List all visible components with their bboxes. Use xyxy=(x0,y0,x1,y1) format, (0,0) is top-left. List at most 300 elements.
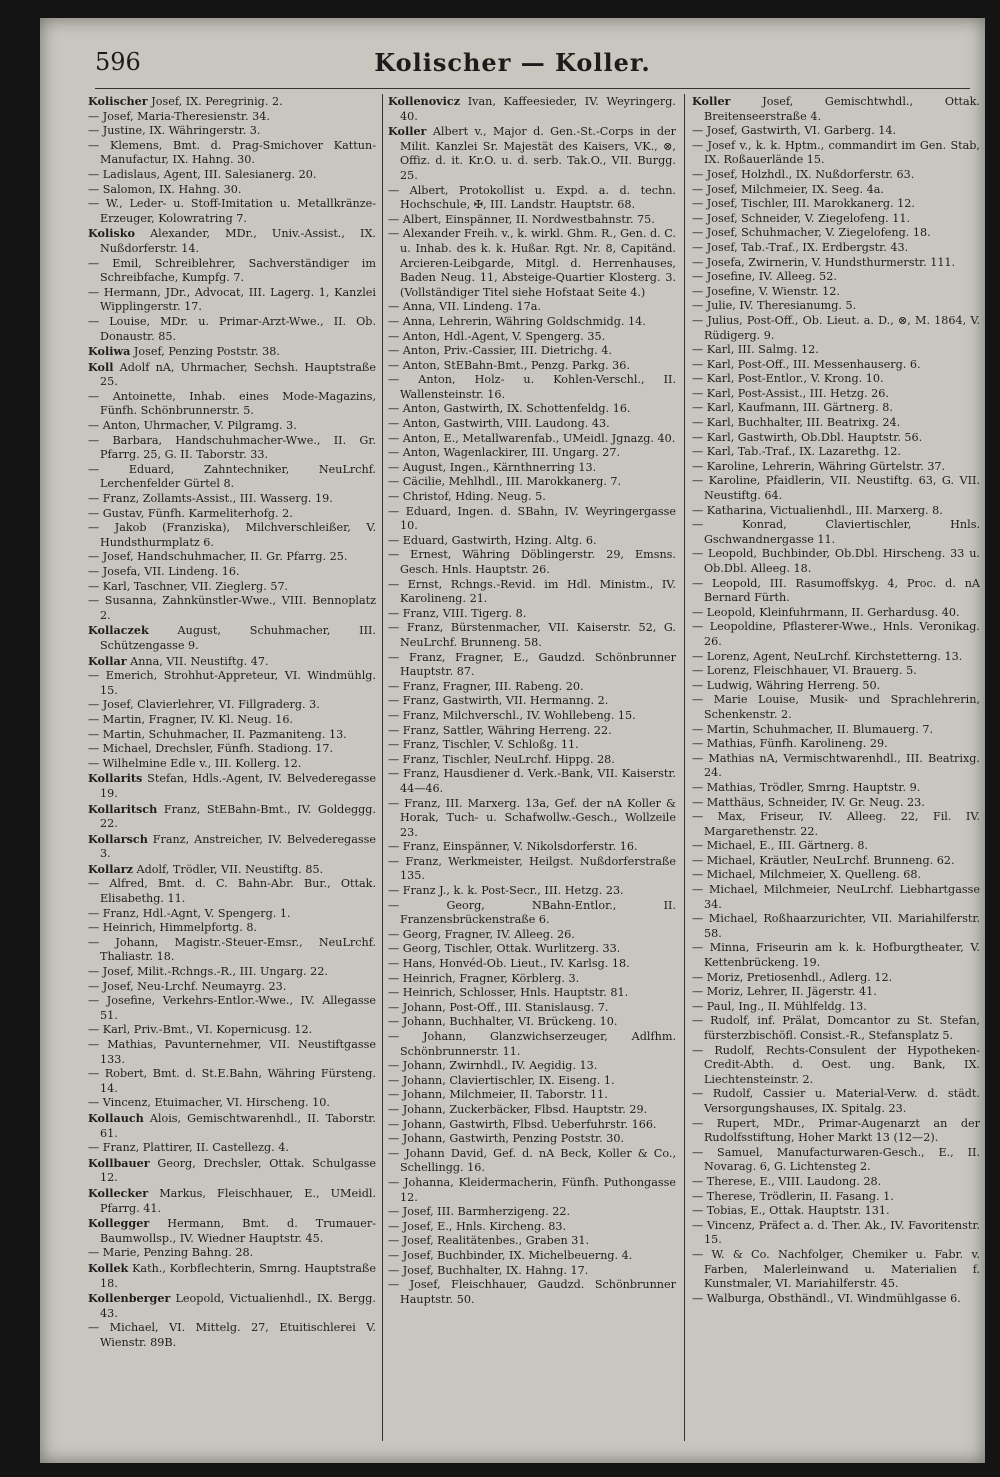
entry-text: — Johann, Claviertischler, IX. Eiseng. 1. xyxy=(388,1073,615,1087)
directory-entry xyxy=(692,299,980,314)
entry-text: Ivan, Kaffeesieder, IV. Weyringerg. 40. xyxy=(400,95,676,123)
entry-text: — Anna, VII. Lindeng. 17a. xyxy=(388,300,541,314)
entry-surname: Kollarz xyxy=(88,861,133,876)
entry-text: — Christof, Hding. Neug. 5. xyxy=(388,490,546,504)
directory-entry xyxy=(88,139,376,168)
entry-surname: Kolischer xyxy=(88,94,148,108)
directory-entry xyxy=(88,936,376,965)
directory-entry xyxy=(692,226,980,241)
directory-entry xyxy=(388,840,676,855)
directory-entry xyxy=(388,124,676,183)
entry-text: — Emil, Schreiblehrer, Sachverständiger im Schreibfache, Kumpfg. 7. xyxy=(88,256,376,285)
directory-entry xyxy=(88,550,376,565)
entry-text: — Martin, Schuhmacher, II. Blumauerg. 7. xyxy=(692,722,934,736)
entry-text: — Anton, Uhrmacher, V. Pilgramg. 3. xyxy=(88,419,297,433)
entry-text: Josef, IX. Peregrinig. 2. xyxy=(147,95,283,108)
directory-entry xyxy=(692,547,980,576)
entry-text: — Karoline, Lehrerin, Währing Gürtelstr. 37. xyxy=(692,459,946,473)
entry-text: — Salomon, IX. Hahng. 30. xyxy=(88,182,242,196)
directory-entry xyxy=(388,709,676,724)
entry-text: — Franz, Fragner, III. Rabeng. 20. xyxy=(388,679,584,693)
directory-entry xyxy=(388,1074,676,1089)
entry-text: — Samuel, Manufacturwaren-Gesch., E., II. Novarag. 6, G. Lichtensteg 2. xyxy=(692,1145,980,1174)
entry-text: — Vincenz, Etuimacher, VI. Hirscheng. 10. xyxy=(88,1096,330,1110)
directory-entry xyxy=(388,1147,676,1176)
entry-text: — Ernest, Währing Döblingerstr. 29, Emsns. Gesch. Hnls. Hauptstr. 26. xyxy=(388,548,676,576)
entry-text: — Anton, StEBahn-Bmt., Penzg. Parkg. 36. xyxy=(388,358,630,372)
entry-text: — Johann, Zuckerbäcker, Flbsd. Hauptstr. 29. xyxy=(388,1102,648,1116)
directory-entry xyxy=(388,213,676,228)
directory-entry xyxy=(388,1132,676,1147)
directory-entry xyxy=(692,197,980,212)
directory-entry xyxy=(692,1204,980,1219)
entry-text: — Justine, IX. Währingerstr. 3. xyxy=(88,124,261,138)
directory-entry xyxy=(88,360,376,390)
entry-text: Markus, Fleischhauer, E., UMeidl. Pfarrg. 41. xyxy=(100,1186,376,1215)
column-right xyxy=(692,94,980,1306)
entry-text: — Mathias nA, Vermischtwarenhdl., III. Beatrixg. 24. xyxy=(692,751,980,780)
entry-text: — Marie Louise, Musik- und Sprachlehrerin, Schenkenstr. 2. xyxy=(692,693,980,721)
entry-text: — Hans, Honvéd-Ob. Lieut., IV. Karlsg. 18. xyxy=(388,957,630,971)
entry-text: — Johann, Glanzwichserzeuger, Adlfhm. Schönbrunnerstr. 11. xyxy=(388,1030,676,1058)
entry-surname: Kollar xyxy=(88,653,127,668)
directory-entry xyxy=(388,300,676,315)
directory-entry xyxy=(692,1248,980,1292)
directory-entry xyxy=(388,797,676,841)
entry-text: — Josefine, Verkehrs-Entlor.-Wwe., IV. Allegasse 51. xyxy=(88,994,376,1022)
entry-text: — Julie, IV. Theresianumg. 5. xyxy=(692,299,857,313)
entry-text: — Josef, Milit.-Rchngs.-R., III. Ungarg. 22. xyxy=(88,965,328,979)
directory-entry xyxy=(88,419,376,434)
directory-entry xyxy=(388,738,676,753)
directory-entry xyxy=(88,802,376,832)
entry-text: — Mathias, Fünfh. Karolineng. 29. xyxy=(692,737,888,751)
entry-text: — Josef, Holzhdl., IX. Nußdorferstr. 63. xyxy=(692,167,915,181)
entry-text: — Josefa, VII. Lindeng. 16. xyxy=(88,565,240,578)
entry-surname: Kolisko xyxy=(88,226,135,241)
entry-text: — Eduard, Zahntechniker, NeuLrchf. Lerchenfelder Gürtel 8. xyxy=(88,462,376,491)
directory-entry xyxy=(692,941,980,970)
entry-text: — Johann, Post-Off., III. Stanislausg. 7. xyxy=(388,1000,609,1014)
directory-entry xyxy=(692,241,980,256)
directory-entry xyxy=(692,94,980,124)
directory-entry xyxy=(692,868,980,883)
entry-text: — Moriz, Lehrer, II. Jägerstr. 41. xyxy=(692,985,877,999)
directory-entry xyxy=(88,1111,376,1141)
entry-text: — Lorenz, Fleischhauer, VI. Brauerg. 5. xyxy=(692,664,917,678)
directory-entry xyxy=(388,534,676,549)
directory-entry xyxy=(388,315,676,330)
entry-text: — Franz, Sattler, Währing Herreng. 22. xyxy=(388,723,612,737)
directory-entry xyxy=(692,1292,980,1307)
directory-entry xyxy=(692,781,980,796)
directory-entry xyxy=(692,839,980,854)
entry-text: — Gustav, Fünfh. Karmeliterhofg. 2. xyxy=(88,506,293,520)
entry-text: — Emerich, Strohhut-Appreteur, VI. Windmühlg. 15. xyxy=(88,669,376,697)
column-divider xyxy=(382,94,383,1441)
directory-entry xyxy=(692,1219,980,1248)
entry-text: Josef, Gemischtwhdl., Ottak. Breitenseerstraße 4. xyxy=(704,95,980,123)
directory-entry xyxy=(388,184,676,213)
directory-entry xyxy=(388,330,676,345)
directory-entry xyxy=(388,1176,676,1205)
directory-entry xyxy=(88,1216,376,1246)
entry-text: — Rudolf, inf. Prälat, Domcantor zu St. Stefan, fürsterzbischöfl. Consist.-R., Stefansplatz 5. xyxy=(692,1014,980,1042)
entry-text: — Franz J., k. k. Post-Secr., III. Hetzg. 23. xyxy=(388,884,624,898)
entry-text: — Michael, Milchmeier, X. Quelleng. 68. xyxy=(692,868,922,882)
directory-entry xyxy=(388,753,676,768)
directory-entry xyxy=(388,942,676,957)
entry-text: — Leopoldine, Pflasterer-Wwe., Hnls. Veronikag. 26. xyxy=(692,620,980,648)
directory-entry xyxy=(388,1030,676,1059)
entry-text: — Albert, Protokollist u. Expd. a. d. techn. Hochschule, ✠, III. Landstr. Hauptstr. 68. xyxy=(388,183,676,212)
directory-entry xyxy=(388,402,676,417)
directory-entry xyxy=(388,578,676,607)
entry-surname: Kollenberger xyxy=(88,1291,171,1306)
entry-text: — Karoline, Pfaidlerin, VII. Neustiftg. 63, G. VII. Neustiftg. 64. xyxy=(692,474,980,503)
entry-text: — Antoinette, Inhab. eines Mode-Magazins, Fünfh. Schönbrunnerstr. 5. xyxy=(88,389,376,418)
entry-text: — Johann, Zwirnhdl., IV. Aegidig. 13. xyxy=(388,1059,598,1073)
entry-text: — Josef, E., Hnls. Kircheng. 83. xyxy=(388,1219,567,1233)
directory-entry xyxy=(388,417,676,432)
entry-text: — Julius, Post-Off., Ob. Lieut. a. D., ⊗, M. 1864, V. Rüdigerg. 9. xyxy=(692,313,980,342)
directory-entry xyxy=(88,994,376,1023)
directory-entry xyxy=(388,94,676,124)
column-divider xyxy=(684,94,685,1441)
entry-text: — Robert, Bmt. d. St.E.Bahn, Währing Fürsteng. 14. xyxy=(88,1067,376,1095)
entry-text: — Lorenz, Agent, NeuLrchf. Kirchstetterng. 13. xyxy=(692,649,963,663)
directory-entry xyxy=(88,713,376,728)
entry-text: — Anton, Holz- u. Kohlen-Verschl., II. Wallensteinstr. 16. xyxy=(388,373,676,401)
directory-entry xyxy=(692,358,980,373)
entry-text: — Josefine, V. Wienstr. 12. xyxy=(692,284,840,298)
entry-surname: Kollauch xyxy=(88,1110,144,1125)
entry-text: — Mathias, Trödler, Smrng. Hauptstr. 9. xyxy=(692,780,921,794)
directory-entry xyxy=(692,212,980,227)
directory-entry xyxy=(88,124,376,139)
directory-entry xyxy=(692,518,980,547)
entry-text: — Leopold, Buchbinder, Ob.Dbl. Hirscheng. 33 u. Ob.Dbl. Alleeg. 18. xyxy=(692,547,980,575)
entry-text: — Michael, E., III. Gärtnerg. 8. xyxy=(692,839,869,853)
entry-text: — Josef v., k. k. Hptm., commandirt im Gen. Stab, IX. Roßauerlände 15. xyxy=(692,138,980,167)
directory-entry xyxy=(692,752,980,781)
entry-text: — Rupert, MDr., Primar-Augenarzt an der Rudolfsstiftung, Hoher Markt 13 (12—2). xyxy=(692,1116,980,1145)
directory-entry xyxy=(88,1141,376,1156)
entry-text: — Josefine, IV. Alleeg. 52. xyxy=(692,270,837,284)
directory-entry xyxy=(692,1175,980,1190)
directory-entry xyxy=(88,183,376,198)
directory-entry xyxy=(388,855,676,884)
directory-entry xyxy=(88,1186,376,1216)
directory-entry xyxy=(388,972,676,987)
entry-text: — Albert, Einspänner, II. Nordwestbahnstr. 75. xyxy=(388,212,655,226)
directory-entry xyxy=(88,1067,376,1096)
directory-entry xyxy=(692,1087,980,1116)
directory-entry xyxy=(692,1146,980,1175)
entry-text: — Josef, Handschuhmacher, II. Gr. Pfarrg. 25. xyxy=(88,550,348,564)
directory-entry xyxy=(692,139,980,168)
entry-text: — Johann, Milchmeier, II. Taborstr. 11. xyxy=(388,1088,608,1102)
directory-entry xyxy=(692,606,980,621)
directory-entry xyxy=(692,693,980,722)
directory-entry xyxy=(692,474,980,503)
directory-entry xyxy=(388,1264,676,1279)
entry-text: — Anton, Gastwirth, IX. Schottenfeldg. 16. xyxy=(388,402,631,416)
entry-text: — Franz, Plattirer, II. Castellezg. 4. xyxy=(88,1141,289,1155)
directory-entry xyxy=(388,432,676,447)
directory-entry xyxy=(388,548,676,577)
entry-text: — Karl, Taschner, VII. Zieglerg. 57. xyxy=(88,579,289,593)
directory-entry xyxy=(88,1096,376,1111)
entry-text: — Heinrich, Schlosser, Hnls. Hauptstr. 81. xyxy=(388,986,629,1000)
directory-entry xyxy=(388,884,676,899)
entry-text: — Franz, Tischler, NeuLrchf. Hippg. 28. xyxy=(388,752,615,766)
directory-entry xyxy=(88,286,376,315)
entry-text: Alexander, MDr., Univ.-Assist., IX. Nußdorferstr. 14. xyxy=(100,227,376,255)
entry-text: — Josef, Milchmeier, IX. Seeg. 4a. xyxy=(692,182,884,196)
entry-surname: Kollaritsch xyxy=(88,801,158,816)
directory-entry xyxy=(88,654,376,670)
entry-text: — Josef, Clavierlehrer, VI. Fillgraderg. 3. xyxy=(88,698,320,712)
entry-text: — Karl, Post-Entlor., V. Krong. 10. xyxy=(692,372,884,386)
entry-text: — Alfred, Bmt. d. C. Bahn-Abr. Bur., Ottak. Elisabethg. 11. xyxy=(88,877,376,906)
entry-text: — Karl, Gastwirth, Ob.Dbl. Hauptstr. 56. xyxy=(692,430,923,444)
directory-entry xyxy=(692,620,980,649)
entry-text: — Leopold, III. Rasumoffskyg. 4, Proc. d. nA Bernard Fürth. xyxy=(692,576,980,605)
directory-entry xyxy=(692,504,980,519)
entry-text: — Johanna, Kleidermacherin, Fünfh. Puthongasse 12. xyxy=(388,1175,676,1204)
title-rule xyxy=(95,88,970,89)
entry-text: — Josef, Tab.-Traf., IX. Erdbergstr. 43. xyxy=(692,240,909,254)
running-title: Kolischer — Koller. xyxy=(374,48,651,77)
entry-text: — Heinrich, Himmelpfortg. 8. xyxy=(88,921,257,935)
directory-entry xyxy=(388,373,676,402)
directory-entry xyxy=(388,680,676,695)
directory-entry xyxy=(388,694,676,709)
entry-text: — Franz, III. Marxerg. 13a, Gef. der nA Koller & Horak, Tuch- u. Schafwollw.-Gesch., Wollzeile 23. xyxy=(388,796,676,839)
directory-page xyxy=(40,18,985,1463)
entry-text: — Josef, Buchhalter, IX. Hahng. 17. xyxy=(388,1263,589,1277)
entry-text: — Johann, Gastwirth, Penzing Poststr. 30. xyxy=(388,1132,625,1146)
directory-entry xyxy=(388,1118,676,1133)
entry-text: — Vincenz, Präfect a. d. Ther. Ak., IV. Favoritenstr. 15. xyxy=(692,1218,980,1247)
directory-entry xyxy=(388,1220,676,1235)
entry-text: Leopold, Victualienhdl., IX. Bergg. 43. xyxy=(100,1292,376,1320)
entry-text: Georg, Drechsler, Ottak. Schulgasse 12. xyxy=(100,1156,376,1185)
entry-text: — Anna, Lehrerin, Währing Goldschmidg. 14. xyxy=(388,314,646,328)
entry-text: — Rudolf, Rechts-Consulent der Hypotheken-Credit-Abth. d. Oest. ung. Bank, IX. Liechtensteinstr. 2. xyxy=(692,1043,980,1086)
entry-text: — Karl, Tab.-Traf., IX. Lazarethg. 12. xyxy=(692,445,901,459)
directory-entry xyxy=(388,651,676,680)
directory-entry xyxy=(692,256,980,271)
entry-surname: Kollaczek xyxy=(88,623,149,638)
directory-entry xyxy=(88,110,376,125)
entry-text: Albert v., Major d. Gen.-St.-Corps in der Milit. Kanzlei Sr. Majestät des Kaisers, VK., ⊗, Offiz. d. it. Kr.O. u. d. serb. Tak.O., VII. Burgg. 25. xyxy=(400,125,676,182)
directory-entry xyxy=(692,387,980,402)
directory-entry xyxy=(692,431,980,446)
entry-text: — Josef, III. Barmherzigeng. 22. xyxy=(388,1205,571,1219)
directory-entry xyxy=(88,390,376,419)
entry-text: — Johann, Buchhalter, VI. Brückeng. 10. xyxy=(388,1015,618,1029)
entry-surname: Kollek xyxy=(88,1260,129,1275)
entry-text: — Johann, Magistr.-Steuer-Emsr., NeuLrchf. Thaliastr. 18. xyxy=(88,935,376,964)
entry-surname: Kollegger xyxy=(88,1216,150,1231)
entry-text: — Klemens, Bmt. d. Prag-Smichover Kattun-Manufactur, IX. Hahng. 30. xyxy=(88,138,376,167)
directory-entry xyxy=(388,1088,676,1103)
entry-text: — Franz, Milchverschl., IV. Wohllebeng. 15. xyxy=(388,708,636,722)
directory-entry xyxy=(692,985,980,1000)
entry-text: — Tobias, E., Ottak. Hauptstr. 131. xyxy=(692,1204,890,1218)
entry-text: — Martin, Fragner, IV. Kl. Neug. 16. xyxy=(88,712,293,726)
directory-entry xyxy=(388,1249,676,1264)
directory-entry xyxy=(388,490,676,505)
directory-entry xyxy=(692,1190,980,1205)
directory-entry xyxy=(388,1234,676,1249)
entry-text: Kath., Korbflechterin, Smrng. Hauptstraße 18. xyxy=(100,1261,376,1290)
entry-text: — Michael, Drechsler, Fünfh. Stadiong. 17. xyxy=(88,742,334,756)
directory-entry xyxy=(692,679,980,694)
entry-text: — Katharina, Victualienhdl., III. Marxerg. 8. xyxy=(692,503,943,517)
directory-entry xyxy=(88,1156,376,1186)
entry-text: — Anton, Priv.-Cassier, III. Dietrichg. 4. xyxy=(388,344,612,358)
entry-text: — Anton, E., Metallwarenfab., UMeidl. Jgnazg. 40. xyxy=(388,431,676,445)
entry-text: — Jakob (Franziska), Milchverschleißer, V. Hundsthurmplatz 6. xyxy=(88,521,376,549)
directory-entry xyxy=(88,907,376,922)
directory-entry xyxy=(388,1278,676,1307)
directory-entry xyxy=(88,965,376,980)
entry-text: — Matthäus, Schneider, IV. Gr. Neug. 23. xyxy=(692,795,925,809)
directory-entry xyxy=(88,492,376,507)
directory-entry xyxy=(692,401,980,416)
entry-text: — Josef, Fleischhauer, Gaudzd. Schönbrunner Hauptstr. 50. xyxy=(388,1278,676,1306)
entry-text: — Ernst, Rchngs.-Revid. im Hdl. Ministm., IV. Karolineng. 21. xyxy=(388,577,676,606)
directory-entry xyxy=(388,1001,676,1016)
directory-entry xyxy=(388,461,676,476)
entry-text: — Marie, Penzing Bahng. 28. xyxy=(88,1246,254,1260)
entry-surname: Koll xyxy=(88,359,114,374)
entry-text: — Barbara, Handschuhmacher-Wwe., II. Gr. Pfarrg. 25, G. II. Taborstr. 33. xyxy=(88,433,376,462)
entry-text: — Franz, Zollamts-Assist., III. Wasserg. 19. xyxy=(88,492,333,506)
entry-text: — Karl, Kaufmann, III. Gärtnerg. 8. xyxy=(692,401,893,415)
directory-entry xyxy=(88,623,376,653)
entry-text: — Anton, Gastwirth, VIII. Laudong. 43. xyxy=(388,417,610,431)
entry-text: — Johann David, Gef. d. nA Beck, Koller & Co., Schellingg. 16. xyxy=(388,1146,676,1175)
directory-entry xyxy=(692,1117,980,1146)
directory-entry xyxy=(88,344,376,360)
directory-entry xyxy=(88,742,376,757)
directory-entry xyxy=(88,728,376,743)
entry-text: Franz, StEBahn-Bmt., IV. Goldeggg. 22. xyxy=(100,802,376,831)
entry-text: — Georg, Fragner, IV. Alleeg. 26. xyxy=(388,927,575,941)
entry-text: August, Schuhmacher, III. Schützengasse 9. xyxy=(100,624,376,652)
entry-text: — Franz, Tischler, V. Schloßg. 11. xyxy=(388,738,579,752)
entry-text: — Michael, VI. Mittelg. 27, Etuitischlerei V. Wienstr. 89B. xyxy=(88,1321,376,1349)
directory-entry xyxy=(692,168,980,183)
directory-entry xyxy=(88,594,376,623)
directory-entry xyxy=(88,1246,376,1261)
entry-text: — Ludwig, Währing Herreng. 50. xyxy=(692,678,881,692)
directory-entry xyxy=(692,1044,980,1088)
entry-text: — Josef, Realitätenbes., Graben 31. xyxy=(388,1234,590,1248)
entry-text: — Karl, Post-Off., III. Messenhauserg. 6. xyxy=(692,357,921,371)
entry-text: — Therese, Trödlerin, II. Fasang. 1. xyxy=(692,1189,894,1203)
directory-entry xyxy=(88,1023,376,1038)
directory-entry xyxy=(388,227,676,300)
directory-entry xyxy=(388,505,676,534)
directory-entry xyxy=(692,270,980,285)
entry-text: — Louise, MDr. u. Primar-Arzt-Wwe., II. Ob. Donaustr. 85. xyxy=(88,314,376,343)
directory-entry xyxy=(88,257,376,286)
page-number: 596 xyxy=(95,48,141,76)
entry-text: — Franz, Fragner, E., Gaudzd. Schönbrunner Hauptstr. 87. xyxy=(388,650,676,679)
entry-surname: Kollenovicz xyxy=(388,94,461,108)
directory-entry xyxy=(692,1014,980,1043)
entry-surname: Kollbauer xyxy=(88,1155,150,1170)
entry-text: — Anton, Hdl.-Agent, V. Spengerg. 35. xyxy=(388,329,606,343)
directory-entry xyxy=(88,94,376,110)
directory-entry xyxy=(692,460,980,475)
entry-text: — Josef, Tischler, III. Marokkanerg. 12. xyxy=(692,197,915,211)
entry-text: — Konrad, Claviertischler, Hnls. Gschwandnergasse 11. xyxy=(692,518,980,546)
directory-entry xyxy=(692,416,980,431)
directory-entry xyxy=(88,698,376,713)
directory-entry xyxy=(692,343,980,358)
entry-text: Franz, Anstreicher, IV. Belvederegasse 3. xyxy=(100,832,376,861)
directory-entry xyxy=(388,344,676,359)
entry-text: — Therese, E., VIII. Laudong. 28. xyxy=(692,1174,882,1188)
directory-entry xyxy=(692,796,980,811)
directory-entry xyxy=(692,723,980,738)
entry-surname: Kollecker xyxy=(88,1185,149,1200)
entry-text: — Karl, III. Salmg. 12. xyxy=(692,343,819,357)
directory-entry xyxy=(692,1000,980,1015)
entry-text: Adolf nA, Uhrmacher, Sechsh. Hauptstraße 25. xyxy=(100,360,376,389)
entry-text: — Eduard, Ingen. d. SBahn, IV. Weyringergasse 10. xyxy=(388,504,676,533)
entry-text: — Moriz, Pretiosenhdl., Adlerg. 12. xyxy=(692,970,893,984)
directory-entry xyxy=(388,957,676,972)
entry-text: — Georg, Tischler, Ottak. Wurlitzerg. 33. xyxy=(388,942,621,956)
directory-entry xyxy=(388,1015,676,1030)
directory-entry xyxy=(692,183,980,198)
entry-text: — Martin, Schuhmacher, II. Pazmaniteng. 13. xyxy=(88,727,347,741)
directory-entry xyxy=(88,921,376,936)
directory-entry xyxy=(388,986,676,1001)
entry-text: — Mathias, Pavunternehmer, VII. Neustiftgasse 133. xyxy=(88,1038,376,1066)
directory-entry xyxy=(88,1038,376,1067)
directory-entry xyxy=(692,737,980,752)
entry-text: — Franz, VIII. Tigerg. 8. xyxy=(388,606,527,620)
directory-entry xyxy=(692,971,980,986)
directory-entry xyxy=(692,854,980,869)
entry-text: — Karl, Post-Assist., III. Hetzg. 26. xyxy=(692,386,889,400)
entry-surname: Kollarits xyxy=(88,771,143,786)
entry-text: — Michael, Kräutler, NeuLrchf. Brunneng. 62. xyxy=(692,853,955,867)
directory-entry xyxy=(388,1205,676,1220)
directory-entry xyxy=(88,507,376,522)
entry-text: — Hermann, JDr., Advocat, III. Lagerg. 1, Kanzlei Wipplingerstr. 17. xyxy=(88,285,376,314)
directory-entry xyxy=(692,912,980,941)
directory-entry xyxy=(88,168,376,183)
column-middle xyxy=(388,94,676,1307)
entry-text: — Walburga, Obsthändl., VI. Windmühlgasse 6. xyxy=(692,1291,961,1305)
entry-text: — Franz, Bürstenmacher, VII. Kaiserstr. 52, G. NeuLrchf. Brunneng. 58. xyxy=(388,621,676,649)
entry-text: — W. & Co. Nachfolger, Chemiker u. Fabr. v. Farben, Malerleinwand u. Materialien f. Kunstmaler, VI. Mariahilferstr. 45. xyxy=(692,1247,980,1291)
entry-text: — Georg, NBahn-Entlor., II. Franzensbrückenstraße 6. xyxy=(388,898,676,927)
entry-text: — Franz, Einspänner, V. Nikolsdorferstr. 16. xyxy=(388,840,638,854)
directory-entry xyxy=(88,862,376,878)
entry-text: — Anton, Wagenlackirer, III. Ungarg. 27. xyxy=(388,446,621,460)
directory-entry xyxy=(388,724,676,739)
